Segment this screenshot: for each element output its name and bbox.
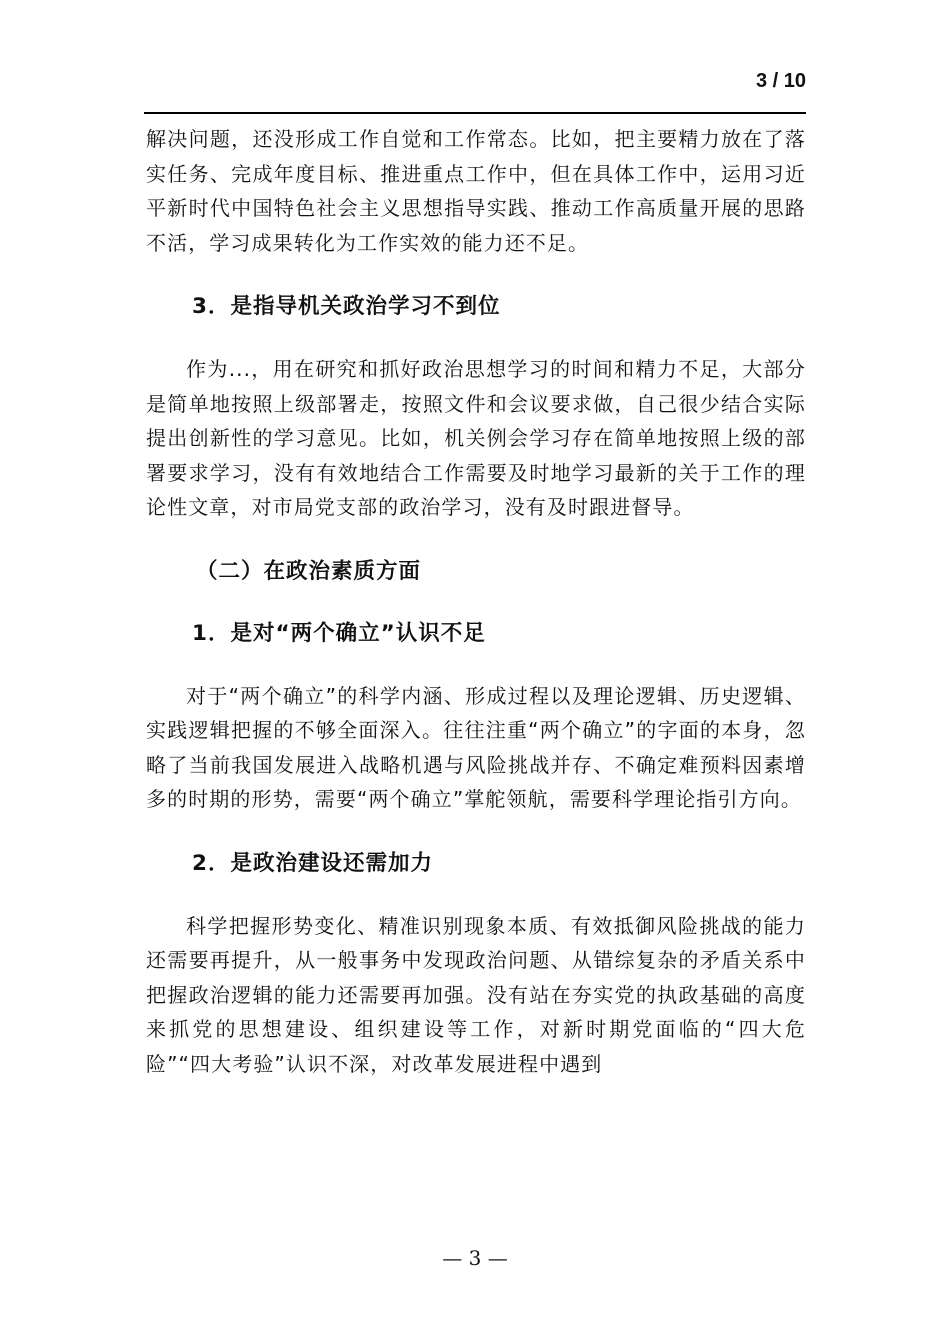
paragraph: 解决问题，还没形成工作自觉和工作常态。比如，把主要精力放在了落实任务、完成年度目标、推进重点工作中，但在具体工作中，运用习近平新时代中国特色社会主义思想指导实践、推动工作高质量开展的思路不活，学习成果转化为工作实效的能力还不足。 <box>146 127 806 255</box>
section-heading: 3．是指导机关政治学习不到位 <box>192 294 501 319</box>
header-rule <box>144 112 806 114</box>
section-heading: 2．是政治建设还需加力 <box>192 850 433 876</box>
paragraph: 科学把握形势变化、精准识别现象本质、有效抵御风险挑战的能力还需要再提升，从一般事务中发现政治问题、从错综复杂的矛盾关系中把握政治逻辑的能力还需要再加强。没有站在夯实党的执政基础的高度来抓党的思想建设、组织建设等工作，对新时期党面临的“四大危险”“四大考验”认识不深，对改革发展进程中遇到 <box>146 913 806 1076</box>
page-indicator: 3 / 10 <box>755 70 806 92</box>
page-footer-number: — 3 — <box>442 1246 508 1270</box>
paragraph: 对于“两个确立”的科学内涵、形成过程以及理论逻辑、历史逻辑、实践逻辑把握的不够全面深入。往往注重“两个确立”的字面的本身，忽略了当前我国发展进入战略机遇与风险挑战并存、不确定难预料因素增多的时期的形势，需要“两个确立”掌舵领航，需要科学理论指引方向。 <box>146 683 806 811</box>
paragraph: 作为...，用在研究和抓好政治思想学习的时间和精力不足，大部分是简单地按照上级部署走，按照文件和会议要求做，自己很少结合实际提出创新性的学习意见。比如，机关例会学习存在简单地按照上级的部署要求学习，没有有效地结合工作需要及时地学习最新的关于工作的理论性文章，对市局党支部的政治学习，没有及时跟进督导。 <box>146 357 806 519</box>
section-heading: 1．是对“两个确立”认识不足 <box>192 620 486 646</box>
section-heading: （二）在政治素质方面 <box>196 558 422 584</box>
document-body <box>146 120 806 1081</box>
